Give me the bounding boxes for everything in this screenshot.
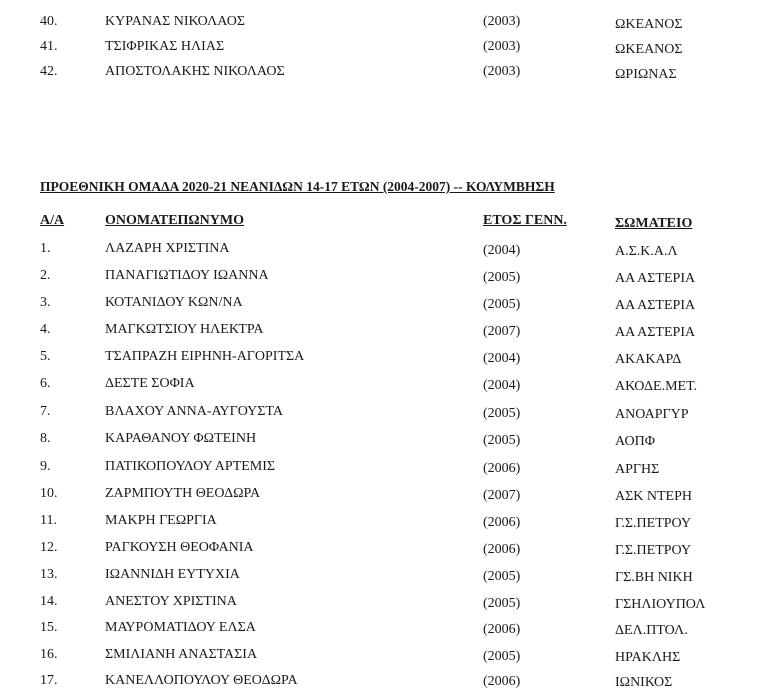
row-number: 12. — [40, 540, 58, 555]
row-number: 1. — [40, 241, 51, 256]
athlete-name: ΚΥΡΑΝΑΣ ΝΙΚΟΛΑΟΣ — [105, 14, 246, 29]
birth-year: (2004) — [483, 351, 521, 366]
club-name: ΑΚΑΚΑΡΔ — [615, 352, 682, 367]
club-name: ΑΑ ΑΣΤΕΡΙΑ — [615, 271, 696, 286]
table-row — [0, 37, 768, 57]
header-name: ΟΝΟΜΑΤΕΠΩΝΥΜΟ — [105, 213, 244, 228]
club-name: ΑΡΓΗΣ — [615, 462, 660, 477]
row-number: 4. — [40, 322, 51, 337]
club-name: ΩΡΙΩΝΑΣ — [615, 67, 677, 82]
row-number: 5. — [40, 349, 51, 364]
athlete-name: ΖΑΡΜΠΟΥΤΗ ΘΕΟΔΩΡΑ — [105, 486, 261, 501]
row-number: 14. — [40, 594, 58, 609]
athlete-name: ΑΠΟΣΤΟΛΑΚΗΣ ΝΙΚΟΛΑΟΣ — [105, 64, 285, 79]
table-row — [0, 538, 768, 558]
club-name: Α.Σ.Κ.Α.Λ — [615, 244, 678, 259]
table-row — [0, 565, 768, 585]
table-row — [0, 429, 768, 449]
club-name: ΑΚΟΔΕ.ΜΕΤ. — [615, 379, 698, 394]
table-row — [0, 239, 768, 259]
table-row — [0, 484, 768, 504]
athlete-name: ΜΑΥΡΟΜΑΤΙΔΟΥ ΕΛΣΑ — [105, 620, 256, 635]
table-row — [0, 592, 768, 612]
birth-year: (2005) — [483, 433, 521, 448]
club-name: ΑΟΠΦ — [615, 434, 655, 449]
table-row — [0, 671, 768, 691]
birth-year: (2005) — [483, 596, 521, 611]
athlete-name: ΤΣΙΦΡΙΚΑΣ ΗΛΙΑΣ — [105, 39, 225, 54]
club-name: ΑΝΟΑΡΓΥΡ — [615, 407, 689, 422]
row-number: 15. — [40, 620, 58, 635]
row-number: 42. — [40, 64, 58, 79]
club-name: ΔΕΛ.ΠΤΟΛ. — [615, 623, 688, 638]
birth-year: (2003) — [483, 64, 521, 79]
table-row — [0, 374, 768, 394]
athlete-name: ΚΑΡΑΘΑΝΟΥ ΦΩΤΕΙΝΗ — [105, 431, 257, 446]
row-number: 16. — [40, 647, 58, 662]
birth-year: (2006) — [483, 674, 521, 689]
table-row — [0, 293, 768, 313]
table-row — [0, 402, 768, 422]
row-number: 41. — [40, 39, 58, 54]
birth-year: (2005) — [483, 649, 521, 664]
birth-year: (2005) — [483, 406, 521, 421]
row-number: 6. — [40, 376, 51, 391]
table-row — [0, 645, 768, 665]
row-number: 40. — [40, 14, 58, 29]
header-number: Α/Α — [40, 213, 65, 228]
table-row — [0, 320, 768, 340]
athlete-name: ΒΛΑΧΟΥ ΑΝΝΑ-ΑΥΓΟΥΣΤΑ — [105, 404, 283, 419]
club-name: Γ.Σ.ΠΕΤΡΟΥ — [615, 516, 692, 531]
row-number: 17. — [40, 673, 58, 688]
birth-year: (2006) — [483, 461, 521, 476]
birth-year: (2004) — [483, 378, 521, 393]
header-year: ΕΤΟΣ ΓΕΝΝ. — [483, 213, 567, 228]
row-number: 13. — [40, 567, 58, 582]
birth-year: (2006) — [483, 542, 521, 557]
club-name: ΓΣΗΛΙΟΥΠΟΛ — [615, 597, 706, 612]
club-name: ΗΡΑΚΛΗΣ — [615, 650, 681, 665]
athlete-name: ΜΑΓΚΩΤΣΙΟΥ ΗΛΕΚΤΡΑ — [105, 322, 264, 337]
birth-year: (2003) — [483, 14, 521, 29]
athlete-name: ΡΑΓΚΟΥΣΗ ΘΕΟΦΑΝΙΑ — [105, 540, 254, 555]
athlete-name: ΙΩΑΝΝΙΔΗ ΕΥΤΥΧΙΑ — [105, 567, 240, 582]
athlete-name: ΔΕΣΤΕ ΣΟΦΙΑ — [105, 376, 195, 391]
birth-year: (2004) — [483, 243, 521, 258]
row-number: 3. — [40, 295, 51, 310]
row-number: 10. — [40, 486, 58, 501]
table-row — [0, 457, 768, 477]
athlete-name: ΤΣΑΠΡΑΖΗ ΕΙΡΗΝΗ-ΑΓΟΡΙΤΣΑ — [105, 349, 305, 364]
club-name: Γ.Σ.ΠΕΤΡΟΥ — [615, 543, 692, 558]
table-row — [0, 62, 768, 82]
row-number: 8. — [40, 431, 51, 446]
athlete-name: ΠΑΤΙΚΟΠΟΥΛΟΥ ΑΡΤΕΜΙΣ — [105, 459, 276, 474]
header-club: ΣΩΜΑΤΕΙΟ — [615, 216, 693, 231]
table-header — [0, 211, 768, 231]
row-number: 7. — [40, 404, 51, 419]
row-number: 2. — [40, 268, 51, 283]
birth-year: (2005) — [483, 297, 521, 312]
athlete-name: ΛΑΖΑΡΗ ΧΡΙΣΤΙΝΑ — [105, 241, 230, 256]
birth-year: (2005) — [483, 569, 521, 584]
section-title: ΠΡΟΕΘΝΙΚΗ ΟΜΑΔΑ 2020-21 ΝΕΑΝΙΔΩΝ 14-17 ΕΤΩΝ (2004-2007) -- ΚΟΛΥΜΒΗΣΗ — [40, 179, 555, 194]
birth-year: (2006) — [483, 515, 521, 530]
birth-year: (2003) — [483, 39, 521, 54]
club-name: ΑΑ ΑΣΤΕΡΙΑ — [615, 298, 696, 313]
athlete-name: ΣΜΙΛΙΑΝΗ ΑΝΑΣΤΑΣΙΑ — [105, 647, 258, 662]
birth-year: (2005) — [483, 270, 521, 285]
table-row — [0, 12, 768, 32]
club-name: ΩΚΕΑΝΟΣ — [615, 42, 683, 57]
birth-year: (2007) — [483, 488, 521, 503]
athlete-name: ΑΝΕΣΤΟΥ ΧΡΙΣΤΙΝΑ — [105, 594, 237, 609]
club-name: ΩΚΕΑΝΟΣ — [615, 17, 683, 32]
table-row — [0, 511, 768, 531]
club-name: ΑΑ ΑΣΤΕΡΙΑ — [615, 325, 696, 340]
athlete-name: ΜΑΚΡΗ ΓΕΩΡΓΙΑ — [105, 513, 217, 528]
table-row — [0, 347, 768, 367]
row-number: 9. — [40, 459, 51, 474]
birth-year: (2007) — [483, 324, 521, 339]
table-row — [0, 618, 768, 638]
club-name: ΑΣΚ ΝΤΕΡΗ — [615, 489, 692, 504]
club-name: ΓΣ.ΒΗ ΝΙΚΗ — [615, 570, 693, 585]
athlete-name: ΠΑΝΑΓΙΩΤΙΔΟΥ ΙΩΑΝΝΑ — [105, 268, 269, 283]
athlete-name: ΚΑΝΕΛΛΟΠΟΥΛΟΥ ΘΕΟΔΩΡΑ — [105, 673, 298, 688]
club-name: ΙΩΝΙΚΟΣ — [615, 675, 673, 690]
athlete-name: ΚΟΤΑΝΙΔΟΥ ΚΩΝ/ΝΑ — [105, 295, 243, 310]
row-number: 11. — [40, 513, 57, 528]
table-row — [0, 266, 768, 286]
birth-year: (2006) — [483, 622, 521, 637]
